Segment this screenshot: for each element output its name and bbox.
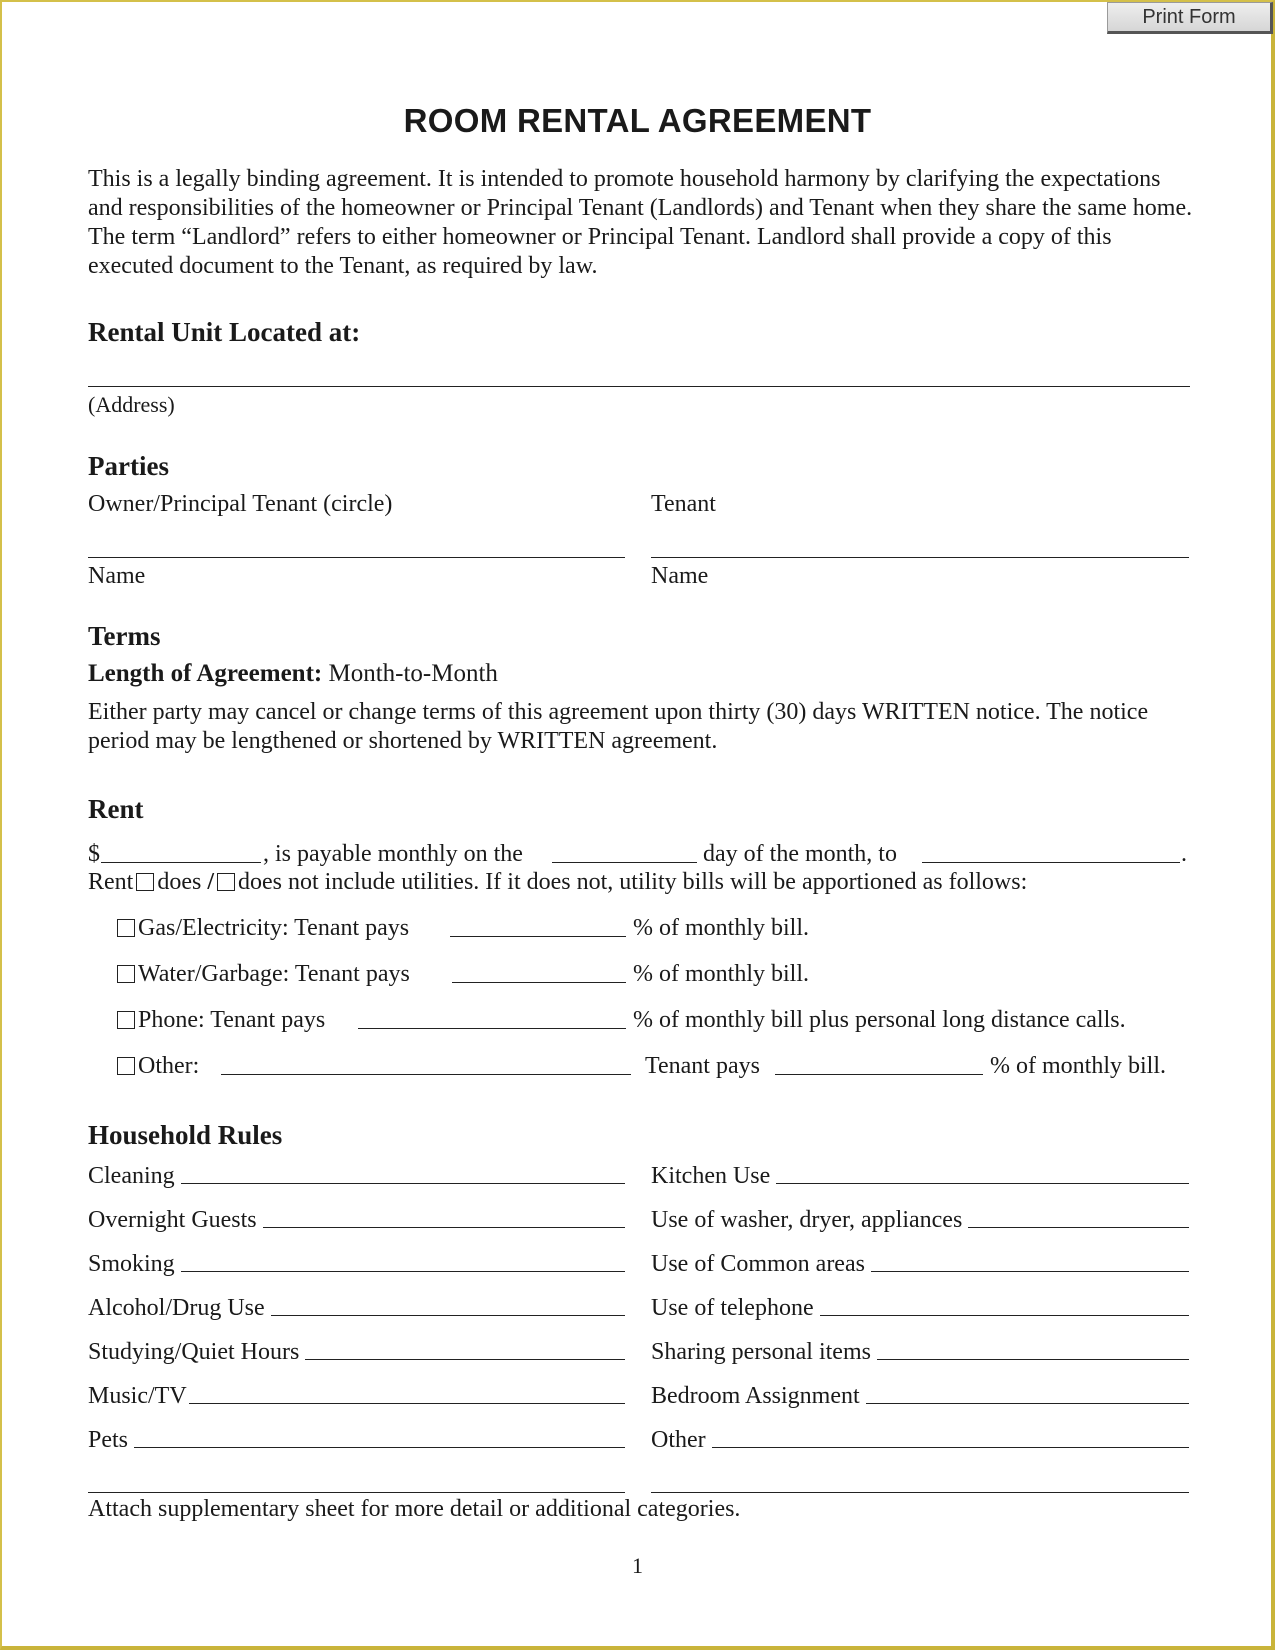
rule-label: Smoking <box>88 1251 175 1277</box>
phone-row <box>114 1007 325 1034</box>
rule-field[interactable] <box>712 1447 1189 1448</box>
extra-rule-field-left[interactable] <box>88 1492 625 1493</box>
rule-other[interactable] <box>651 1424 1189 1454</box>
rule-label: Music/TV <box>88 1383 187 1409</box>
rule-field[interactable] <box>181 1183 625 1184</box>
gas-checkbox[interactable] <box>117 919 135 937</box>
water-label: Water/Garbage: Tenant pays <box>138 961 410 987</box>
water-row <box>114 961 410 988</box>
rule-label: Other <box>651 1427 706 1453</box>
attach-note: Attach supplementary sheet for more detail or additional categories. <box>88 1496 741 1522</box>
tenant-name-field[interactable] <box>651 557 1189 558</box>
phone-label: Phone: Tenant pays <box>138 1007 326 1033</box>
rule-field[interactable] <box>820 1315 1189 1316</box>
rule-field[interactable] <box>271 1315 625 1316</box>
phone-suffix: % of monthly bill plus personal long distance calls. <box>633 1007 1126 1033</box>
rent-period: . <box>1181 841 1187 867</box>
other-checkbox[interactable] <box>117 1057 135 1075</box>
rule-overnight-guests[interactable] <box>88 1204 625 1234</box>
rule-field[interactable] <box>134 1447 625 1448</box>
rule-telephone[interactable] <box>651 1292 1189 1322</box>
length-value: Month-to-Month <box>322 660 498 687</box>
rule-field[interactable] <box>968 1227 1189 1228</box>
dollar-sign: $ <box>88 841 100 867</box>
phone-checkbox[interactable] <box>117 1011 135 1029</box>
rule-washer-dryer[interactable] <box>651 1204 1189 1234</box>
rule-label: Kitchen Use <box>651 1163 771 1189</box>
rule-label: Sharing personal items <box>651 1339 871 1365</box>
slash: / <box>207 869 214 895</box>
does-include-checkbox[interactable] <box>136 873 154 891</box>
rule-alcohol-drug-use[interactable] <box>88 1292 625 1322</box>
rule-cleaning[interactable] <box>88 1160 625 1190</box>
terms-heading: Terms <box>88 621 161 651</box>
document-title: ROOM RENTAL AGREEMENT <box>403 102 872 139</box>
other-suffix: % of monthly bill. <box>990 1053 1166 1079</box>
rule-field[interactable] <box>189 1403 625 1404</box>
extra-rule-field-right[interactable] <box>651 1492 1189 1493</box>
rule-field[interactable] <box>181 1271 625 1272</box>
does-text: does <box>157 869 202 895</box>
household-rules-heading: Household Rules <box>88 1120 283 1150</box>
notice-paragraph: Either party may cancel or change terms of this agreement upon thirty (30) days WRITTEN notice. The notice period may be lengthened or shortened by WRITTEN agreement. <box>88 699 1149 754</box>
rule-field[interactable] <box>263 1227 625 1228</box>
does-not-include-checkbox[interactable] <box>217 873 235 891</box>
rent-amount-field[interactable] <box>101 862 261 863</box>
other-percent-field[interactable] <box>775 1074 983 1075</box>
length-label: Length of Agreement: <box>88 660 323 687</box>
does-not-text: does not include utilities. If it does not, utility bills will be apportioned as follows: <box>238 869 1028 895</box>
rule-studying-quiet-hours[interactable] <box>88 1336 625 1366</box>
gas-suffix: % of monthly bill. <box>633 915 809 941</box>
length-of-agreement <box>88 660 498 688</box>
gas-percent-field[interactable] <box>450 936 626 937</box>
other-row <box>114 1053 199 1080</box>
water-percent-field[interactable] <box>452 982 626 983</box>
gas-label: Gas/Electricity: Tenant pays <box>138 915 410 941</box>
day-of-text: day of the month, to <box>703 841 897 867</box>
rent-day-field[interactable] <box>552 862 697 863</box>
rule-field[interactable] <box>877 1359 1189 1360</box>
rule-label: Use of washer, dryer, appliances <box>651 1207 963 1233</box>
rule-pets[interactable] <box>88 1424 625 1454</box>
rule-sharing-personal-items[interactable] <box>651 1336 1189 1366</box>
rule-music-tv[interactable] <box>88 1380 625 1410</box>
tenant-label: Tenant <box>651 491 716 517</box>
rule-label: Use of Common areas <box>651 1251 865 1277</box>
rule-field[interactable] <box>866 1403 1189 1404</box>
rule-label: Alcohol/Drug Use <box>88 1295 265 1321</box>
address-field[interactable] <box>88 386 1190 387</box>
owner-name-label: Name <box>88 563 146 589</box>
owner-label: Owner/Principal Tenant (circle) <box>88 491 393 517</box>
print-form-button[interactable]: Print Form <box>1107 2 1273 34</box>
other-label: Other: <box>138 1053 200 1079</box>
rule-label: Studying/Quiet Hours <box>88 1339 300 1365</box>
rule-smoking[interactable] <box>88 1248 625 1278</box>
rule-common-areas[interactable] <box>651 1248 1189 1278</box>
utilities-line <box>88 869 1027 896</box>
rent-word: Rent <box>88 869 134 895</box>
rule-label: Bedroom Assignment <box>651 1383 860 1409</box>
rule-bedroom-assignment[interactable] <box>651 1380 1189 1410</box>
other-utility-field[interactable] <box>221 1074 631 1075</box>
rule-kitchen-use[interactable] <box>651 1160 1189 1190</box>
rent-heading: Rent <box>88 794 144 824</box>
gas-row <box>114 915 409 942</box>
rule-label: Cleaning <box>88 1163 175 1189</box>
rental-unit-heading: Rental Unit Located at: <box>88 317 361 347</box>
water-suffix: % of monthly bill. <box>633 961 809 987</box>
water-checkbox[interactable] <box>117 965 135 983</box>
phone-percent-field[interactable] <box>358 1028 626 1029</box>
payable-text: , is payable monthly on the <box>263 841 523 867</box>
address-label: (Address) <box>88 392 175 417</box>
rule-label: Pets <box>88 1427 129 1453</box>
rule-field[interactable] <box>776 1183 1189 1184</box>
rule-label: Use of telephone <box>651 1295 814 1321</box>
other-tenant-pays: Tenant pays <box>645 1053 760 1079</box>
parties-heading: Parties <box>88 451 169 481</box>
owner-name-field[interactable] <box>88 557 625 558</box>
page-number: 1 <box>632 1553 643 1578</box>
rent-payee-field[interactable] <box>922 862 1180 863</box>
intro-paragraph: This is a legally binding agreement. It is intended to promote household harmony by clarifying the expectations and responsibilities of the homeowner or Principal Tenant (Landlords) and Tenant when they share the same home. The term “Landlord” refers to either homeowner or Principal Tenant. Landlord shall provide a copy of this executed document to the Tenant, as required by law. <box>88 166 1193 279</box>
rule-field[interactable] <box>305 1359 625 1360</box>
rule-label: Overnight Guests <box>88 1207 257 1233</box>
tenant-name-label: Name <box>651 563 709 589</box>
rule-field[interactable] <box>871 1271 1189 1272</box>
